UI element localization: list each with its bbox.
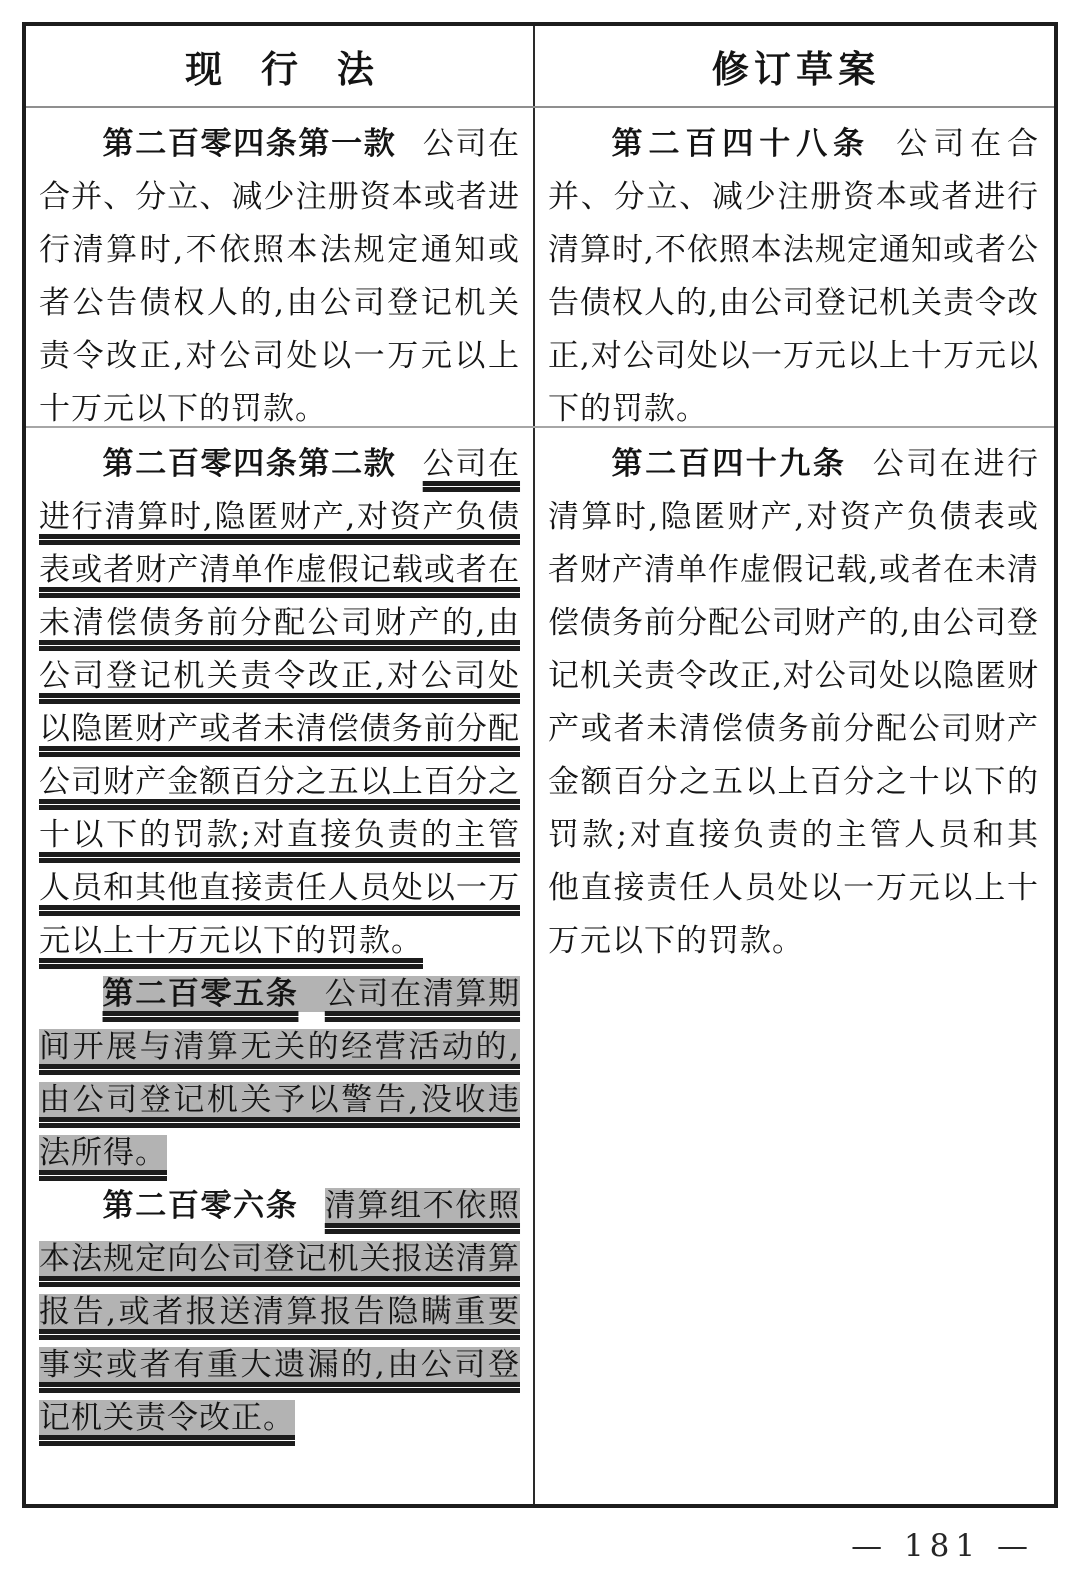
header-current-law-label: 现行法: [185, 48, 413, 91]
article-paragraph: [39, 438, 520, 968]
article-paragraph: [548, 118, 1039, 426]
current-law-cell-2: [26, 428, 535, 1504]
page-number: — 181 —: [851, 1528, 1034, 1564]
header-revised-draft: [535, 26, 1052, 106]
table-row: [26, 428, 1054, 1504]
article-paragraph: [39, 1180, 520, 1445]
article-paragraph: [39, 968, 520, 1180]
article-body-text-underlined: 公司在进行清算时,隐匿财产,对资产负债表或者财产清单作虚假记载或者在未清偿债务前分配公司财产的,由公司登记机关责令改正,对公司处以隐匿财产或者未清偿债务前分配公司财产金额百分之五以上百分之十以下的罚款;对直接负责的主管人员和其他直接责任人员处以一万元以上十万元以下的罚款。: [39, 446, 521, 959]
article-body-text: 公司在合并、分立、减少注册资本或者进行清算时,不依照本法规定通知或者公告债权人的,由公司登记机关责令改正,对公司处以一万元以上十万元以下的罚款。: [548, 126, 1040, 426]
comparison-table: [22, 22, 1058, 1508]
article-body-text: 公司在进行清算时,隐匿财产,对资产负债表或者财产清单作虚假记载,或者在未清偿债务前分配公司财产的,由公司登记机关责令改正,对公司处以隐匿财产或者未清偿债务前分配公司财产金额百分之五以上百分之十以下的罚款;对直接负责的主管人员和其他直接责任人员处以一万元以上十万元以下的罚款。: [548, 446, 1040, 959]
article-number-heading: 第二百零四条第二款: [102, 446, 397, 482]
article-paragraph: [548, 438, 1039, 968]
article-body-text: 公司在合并、分立、减少注册资本或者进行清算时,不依照本法规定通知或者公告债权人的,由公司登记机关责令改正,对公司处以一万元以上十万元以下的罚款。: [39, 126, 521, 426]
table-header-row: [26, 26, 1054, 108]
article-number-heading: 第二百四十八条: [611, 126, 870, 162]
draft-cell-2: [535, 428, 1052, 1504]
article-number-heading: 第二百零四条第一款: [102, 126, 397, 162]
article-body-text: 公司在清算期间开展与清算无关的经营活动的,由公司登记机关予以警告,没收违法所得。: [39, 976, 521, 1171]
article-number-heading: 第二百零五条: [102, 976, 299, 1012]
current-law-cell-1: [26, 108, 535, 426]
table-row: [26, 108, 1054, 428]
highlighted-underlined-segment: [39, 976, 520, 1171]
article-body-text-highlighted-underlined: 清算组不依照本法规定向公司登记机关报送清算报告,或者报送清算报告隐瞒重要事实或者有重大遗漏的,由公司登记机关责令改正。: [39, 1188, 521, 1436]
header-revised-draft-label: 修订草案: [711, 48, 881, 91]
article-paragraph: [39, 118, 520, 426]
header-current-law: [26, 26, 535, 106]
article-number-heading: 第二百零六条: [102, 1188, 299, 1224]
draft-cell-1: [535, 108, 1052, 426]
article-number-heading: 第二百四十九条: [611, 446, 847, 482]
